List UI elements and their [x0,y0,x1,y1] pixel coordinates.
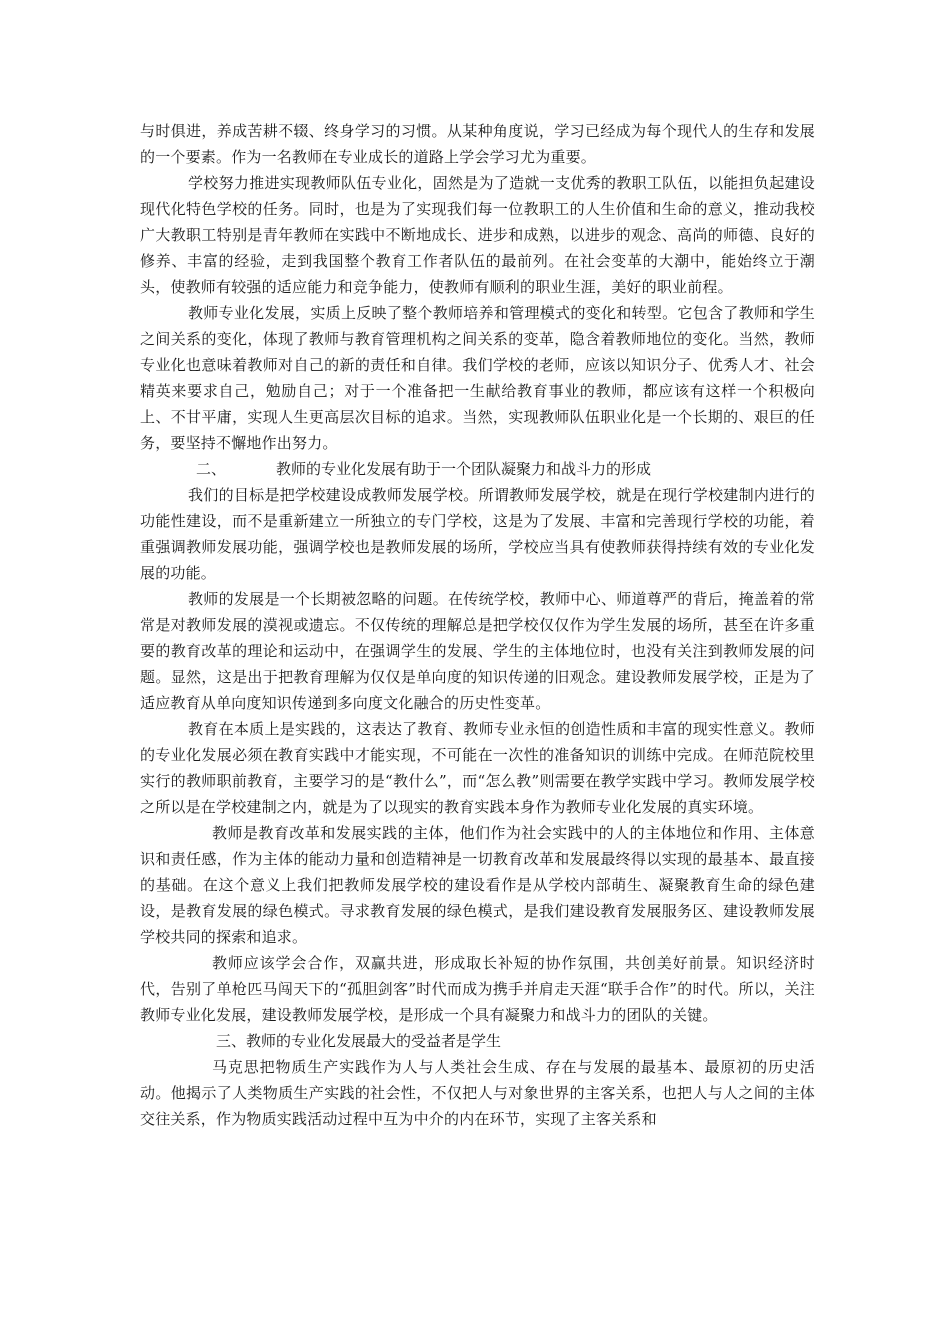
paragraph-professional-development-essence: 教师专业化发展，实质上反映了整个教师培养和管理模式的变化和转型。它包含了教师和学生之间关系的变化，体现了教师与教育管理机构之间关系的变革，隐含着教师地位的变化。当然，教师专业化也意味着教师对自己的新的责任和自律。我们学校的老师，应该以知识分子、优秀人才、社会精英来要求自己，勉励自己；对于一个准备把一生献给教育事业的教师，都应该有这样一个积极向上、不甘平庸，实现人生更高层次目标的追求。当然，实现教师队伍职业化是一个长期的、艰巨的任务，要坚持不懈地作出努力。 [140,304,815,452]
paragraph-teacher-development-neglected: 教师的发展是一个长期被忽略的问题。在传统学校，教师中心、师道尊严的背后，掩盖着的常常是对教师发展的漠视或遗忘。不仅传统的理解总是把学校仅仅作为学生发展的场所，甚至在许多重要的教育改革的理论和运动中，在强调学生的发展、学生的主体地位时，也没有关注到教师发展的问题。显然，这是出于把教育理解为仅仅是单向度的知识传递的旧观念。建设教师发展学校，正是为了适应教育从单向度知识传递到多向度文化融合的历史性变革。 [140,590,815,712]
paragraph-teachers-as-subject: 教师是教育改革和发展实践的主体，他们作为社会实践中的人的主体地位和作用、主体意识和责任感，作为主体的能动力量和创造精神是一切教育改革和发展最终得以实现的最基本、最直接的基础。在这个意义上我们把教师发展学校的建设看作是从学校内部萌生、凝聚教育生命的绿色建设，是教育发展的绿色模式。寻求教育发展的绿色模式，是我们建设教育发展服务区、建设教师发展学校共同的探索和追求。 [140,824,815,946]
section-heading-2-text: 教师的专业化发展有助于一个团队凝聚力和战斗力的形成 [276,460,652,478]
paragraph-continued: 与时俱进，养成苦耕不辍、终身学习的习惯。从某种角度说，学习已经成为每个现代人的生存和发展的一个要素。作为一名教师在专业成长的道路上学会学习尤为重要。 [140,122,815,166]
paragraph-teacher-development-school-goal: 我们的目标是把学校建设成教师发展学校。所谓教师发展学校，就是在现行学校建制内进行的功能性建设，而不是重新建立一所独立的专门学校，这是为了发展、丰富和完善现行学校的功能，着重强调教师发展功能，强调学校也是教师发展的场所，学校应当具有使教师获得持续有效的专业化发展的功能。 [140,486,815,582]
document-body [140,118,815,1132]
section-heading-2 [140,456,815,482]
section-heading-2-number: 二、 [196,460,227,478]
paragraph-education-is-practice: 教育在本质上是实践的，这表达了教育、教师专业永恒的创造性质和丰富的现实性意义。教师的专业化发展必须在教育实践中才能实现，不可能在一次性的准备知识的训练中完成。在师范院校里实行的教师职前教育，主要学习的是“教什么”，而“怎么教”则需要在教学实践中学习。教师发展学校之所以是在学校建制之内，就是为了以现实的教育实践本身作为教师专业化发展的真实环境。 [140,720,815,816]
paragraph-teachers-cooperation: 教师应该学会合作，双赢共进，形成取长补短的协作氛围，共创美好前景。知识经济时代，告别了单枪匹马闯天下的“孤胆剑客”时代而成为携手并肩走天涯“联手合作”的时代。所以，关注教师专业化发展，建设教师发展学校，是形成一个具有凝聚力和战斗力的团队的关键。 [140,954,815,1024]
paragraph-marx-material-practice: 马克思把物质生产实践作为人与人类社会生成、存在与发展的最基本、最原初的历史活动。他揭示了人类物质生产实践的社会性，不仅把人与对象世界的主客关系，也把人与人之间的主体交往关系，作为物质实践活动过程中互为中介的内在环节，实现了主客关系和 [140,1058,815,1128]
section-heading-3: 三、教师的专业化发展最大的受益者是学生 [216,1032,502,1050]
paragraph-teacher-team-professionalization: 学校努力推进实现教师队伍专业化，固然是为了造就一支优秀的教职工队伍，以能担负起建设现代化特色学校的任务。同时，也是为了实现我们每一位教职工的人生价值和生命的意义，推动我校广大教职工特别是青年教师在实践中不断地成长、进步和成熟，以进步的观念、高尚的师德、良好的修养、丰富的经验，走到我国整个教育工作者队伍的最前列。在社会变革的大潮中，能始终立于潮头，使教师有较强的适应能力和竞争能力，使教师有顺利的职业生涯，美好的职业前程。 [140,174,815,296]
